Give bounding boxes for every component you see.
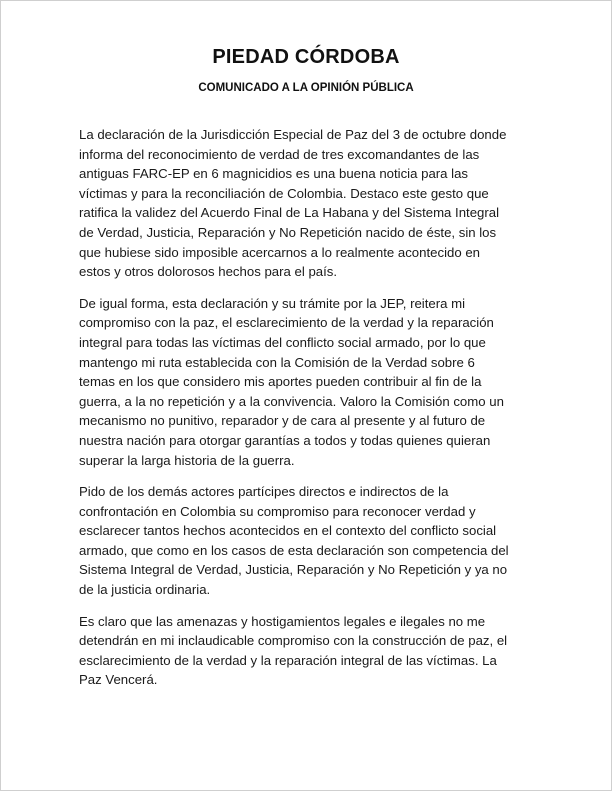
text-line: nuestra nación para otorgar garantías a todos y todas quienes quieran bbox=[79, 432, 491, 448]
text-line: integral para todas las víctimas del conflicto social armado, por lo que bbox=[79, 334, 486, 350]
text-line: esclarecer tantos hechos acontecidos en el contexto del conflicto social bbox=[79, 523, 497, 539]
text-line: confrontación en Colombia su compromiso para reconocer verdad y bbox=[79, 503, 476, 519]
text-line: ratifica la validez del Acuerdo Final de La Habana y del Sistema Integral bbox=[79, 205, 500, 221]
text-line: informa del reconocimiento de verdad de tres excomandantes de las bbox=[79, 146, 480, 162]
text-line: esclarecimiento de la verdad y la reparación integral de las víctimas. La bbox=[79, 652, 497, 668]
text-line: De igual forma, esta declaración y su trámite por la JEP, reitera mi bbox=[79, 295, 466, 311]
text-line: antiguas FARC-EP en 6 magnicidios es una buena noticia para las bbox=[79, 166, 469, 182]
text-line: mecanismo no punitivo, reparador y de cara al presente y al futuro de bbox=[79, 413, 486, 429]
text-line: superar la larga historia de la guerra. bbox=[79, 452, 295, 468]
paragraph-3 bbox=[79, 482, 541, 600]
text-line: víctimas y para la reconciliación de Colombia. Destaco este gesto que bbox=[79, 185, 489, 201]
text-line: mantengo mi ruta establecida con la Comisión de la Verdad sobre 6 bbox=[79, 354, 475, 370]
document-body bbox=[79, 125, 541, 702]
text-line: detendrán en mi inclaudicable compromiso con la construcción de paz, el bbox=[79, 633, 508, 649]
paragraph-2 bbox=[79, 294, 541, 470]
text-line: La declaración de la Jurisdicción Especial de Paz del 3 de octubre donde bbox=[79, 127, 507, 142]
text-line: que hubiese sido imposible acercarnos a lo realmente acontecido en bbox=[79, 244, 481, 260]
text-line: Paz Vencerá. bbox=[79, 672, 158, 688]
text-line: temas en los que considero mis aportes pueden contribuir al fin de la bbox=[79, 374, 482, 390]
text-line: Pido de los demás actores partícipes directos e indirectos de la bbox=[79, 484, 449, 500]
text-line: de la justicia ordinaria. bbox=[79, 582, 211, 598]
text-line: armado, que como en los casos de esta declaración son competencia del bbox=[79, 542, 509, 558]
text-line: estos y otros dolorosos hechos para el país. bbox=[79, 264, 338, 280]
text-line: Sistema Integral de Verdad, Justicia, Reparación y No Repetición y ya no bbox=[79, 562, 508, 578]
text-line: de Verdad, Justicia, Reparación y No Repetición nacido de éste, sin los bbox=[79, 224, 497, 240]
text-line: compromiso con la paz, el esclarecimiento de la verdad y la reparación bbox=[79, 315, 494, 331]
text-line: Es claro que las amenazas y hostigamientos legales e ilegales no me bbox=[79, 613, 486, 629]
document-title: PIEDAD CÓRDOBA bbox=[212, 46, 400, 68]
paragraph-1 bbox=[79, 125, 541, 282]
text-line: guerra, a la no repetición y a la convivencia. Valoro la Comisión como un bbox=[79, 393, 504, 409]
document-subtitle: COMUNICADO A LA OPINIÓN PÚBLICA bbox=[198, 82, 414, 94]
paragraph-4 bbox=[79, 612, 541, 690]
